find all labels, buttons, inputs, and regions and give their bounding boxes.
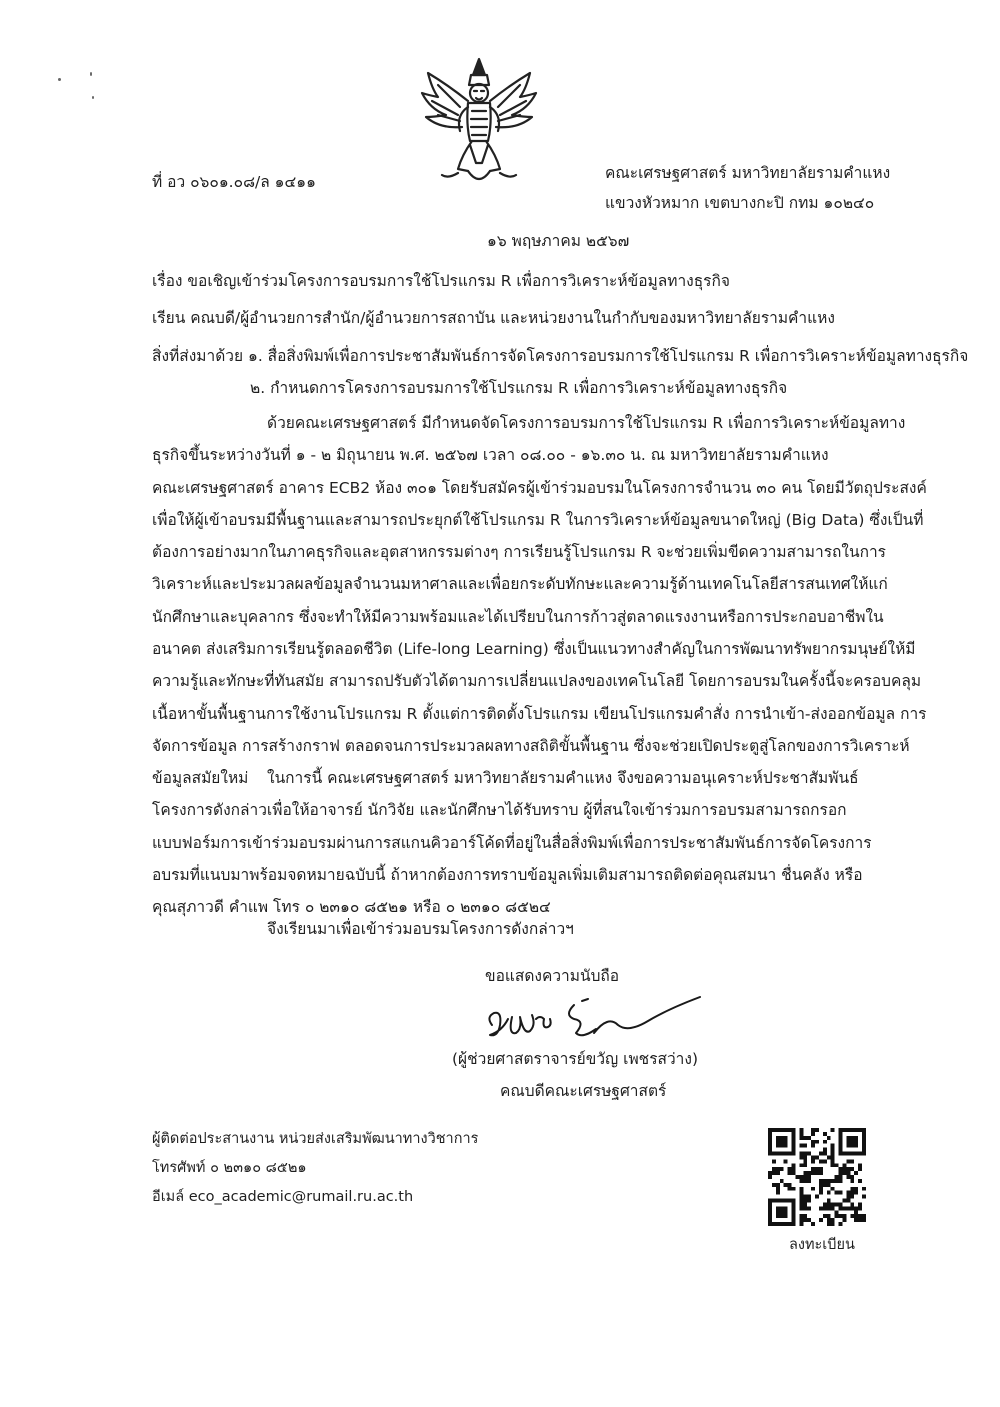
garuda-emblem-icon <box>418 55 540 187</box>
paragraph-line: ในการนี้ คณะเศรษฐศาสตร์ มหาวิทยาลัยรามคำแหง จึงขอความอนุเคราะห์ประชาสัมพันธ์ <box>267 769 859 787</box>
contact-block <box>152 1125 478 1212</box>
paragraph-line: แบบฟอร์มการเข้าร่วมอบรมผ่านการสแกนคิวอาร์โค้ดที่อยู่ในสื่อสิ่งพิมพ์เพื่อการประชาสัมพันธ์การจัดโครงการ <box>152 833 872 852</box>
signer-title: คณบดีคณะเศรษฐศาสตร์ <box>500 1082 667 1100</box>
body-paragraph-1 <box>152 407 927 795</box>
letter-date: ๑๖ พฤษภาคม ๒๕๖๗ <box>487 232 630 250</box>
reference-number: ที่ อว ๐๖๐๑.๐๘/ล ๑๔๑๑ <box>152 173 316 191</box>
contact-email: อีเมล์ eco_academic@rumail.ru.ac.th <box>152 1189 414 1205</box>
paragraph-line: อนาคต ส่งเสริมการเรียนรู้ตลอดชีวิต (Life-long Learning) ซึ่งเป็นแนวทางสำคัญในการพัฒนาทรัพยากรมนุษย์ให้มี <box>152 640 916 659</box>
closing-regards: ขอแสดงความนับถือ <box>485 967 620 985</box>
scan-speck <box>90 72 92 76</box>
paragraph-line: ด้วยคณะเศรษฐศาสตร์ มีกำหนดจัดโครงการอบรมการใช้โปรแกรม R เพื่อการวิเคราะห์ข้อมูลทาง <box>267 414 906 432</box>
paragraph-line: ความรู้และทักษะที่ทันสมัย สามารถปรับตัวได้ตามการเปลี่ยนแปลงของเทคโนโลยี โดยการอบรมในครั้งนี้จะครอบคลุม <box>152 672 922 691</box>
paragraph-line: เนื้อหาขั้นพื้นฐานการใช้งานโปรแกรม R ตั้งแต่การติดตั้งโปรแกรม เขียนโปรแกรมคำสั่ง การนำเข้า-ส่งออกข้อมูล การ <box>152 704 927 723</box>
paragraph-line: โครงการดังกล่าวเพื่อให้อาจารย์ นักวิจัย และนักศึกษาได้รับทราบ ผู้ที่สนใจเข้าร่วมการอบรมสามารถกรอก <box>152 801 847 820</box>
signer-name: (ผู้ช่วยศาสตราจารย์ขวัญ เพชรสว่าง) <box>452 1050 699 1068</box>
contact-line: ผู้ติดต่อประสานงาน หน่วยส่งเสริมพัฒนาทางวิชาการ <box>152 1131 479 1147</box>
sender-address <box>605 158 890 218</box>
qr-code-icon <box>768 1128 866 1226</box>
enclosure-2: ๒. กำหนดการโครงการอบรมการใช้โปรแกรม R เพื่อการวิเคราะห์ข้อมูลทางธุรกิจ <box>250 379 788 397</box>
enclosure-1: สิ่งที่ส่งมาด้วย ๑. สื่อสิ่งพิมพ์เพื่อการประชาสัมพันธ์การจัดโครงการอบรมการใช้โปรแกรม R เพื่อการวิเคราะห์ข้อมูลทางธุรกิจ <box>152 347 969 365</box>
paragraph-line: คุณสุภาวดี คำแพ โทร ๐ ๒๓๑๐ ๘๕๒๑ หรือ ๐ ๒๓๑๐ ๘๕๒๔ <box>152 898 551 917</box>
scan-speck <box>58 78 61 81</box>
paragraph-line: นักศึกษาและบุคลากร ซึ่งจะทำให้มีความพร้อมและได้เปรียบในการก้าวสู่ตลาดแรงงานหรือการประกอบอาชีพใน <box>152 607 884 626</box>
paragraph-line: คณะเศรษฐศาสตร์ อาคาร ECB2 ห้อง ๓๐๑ โดยรับสมัครผู้เข้าร่วมอบรมในโครงการจำนวน ๓๐ คน โดยมีวัตถุประสงค์ <box>152 478 927 497</box>
paragraph-line: วิเคราะห์และประมวลผลข้อมูลจำนวนมหาศาลและเพื่อยกระดับทักษะและความรู้ด้านเทคโนโลยีสารสนเทศให้แก่ <box>152 575 888 594</box>
address-line: แขวงหัวหมาก เขตบางกะปิ กทม ๑๐๒๔๐ <box>605 194 875 212</box>
paragraph-line: เพื่อให้ผู้เข้าอบรมมีพื้นฐานและสามารถประยุกต์ใช้โปรแกรม R ในการวิเคราะห์ข้อมูลขนาดใหญ่ (Big Data) ซึ่งเป็นที่ <box>152 510 924 529</box>
paragraph-line: จัดการข้อมูล การสร้างกราฟ ตลอดจนการประมวลผลทางสถิติขั้นพื้นฐาน ซึ่งจะช่วยเปิดประตูสู่โลกของการวิเคราะห์ <box>152 736 910 755</box>
paragraph-line: ธุรกิจขึ้นระหว่างวันที่ ๑ - ๒ มิถุนายน พ.ศ. ๒๕๖๗ เวลา ๐๘.๐๐ - ๑๖.๓๐ น. ณ มหาวิทยาลัยรามคำแหง <box>152 446 829 465</box>
paragraph-line: อบรมที่แนบมาพร้อมจดหมายฉบับนี้ ถ้าหากต้องการทราบข้อมูลเพิ่มเติมสามารถติดต่อคุณสมนา ชื่นคลัง หรือ <box>152 865 863 884</box>
contact-line: โทรศัพท์ ๐ ๒๓๑๐ ๘๕๒๑ <box>152 1160 307 1176</box>
letter-recipient: เรียน คณบดี/ผู้อำนวยการสำนัก/ผู้อำนวยการสถาบัน และหน่วยงานในกำกับของมหาวิทยาลัยรามคำแหง <box>152 309 835 327</box>
paragraph-line: ข้อมูลสมัยใหม่ <box>152 769 249 788</box>
body-paragraph-2 <box>152 762 872 923</box>
paragraph-line: ต้องการอย่างมากในภาคธุรกิจและอุตสาหกรรมต่างๆ การเรียนรู้โปรแกรม R จะช่วยเพิ่มขีดความสามารถในการ <box>152 543 886 562</box>
letter-subject: เรื่อง ขอเชิญเข้าร่วมโครงการอบรมการใช้โปรแกรม R เพื่อการวิเคราะห์ข้อมูลทางธุรกิจ <box>152 272 730 290</box>
qr-code-label: ลงทะเบียน <box>789 1237 855 1253</box>
closing-request: จึงเรียนมาเพื่อเข้าร่วมอบรมโครงการดังกล่าวฯ <box>267 920 574 938</box>
scan-speck <box>92 96 94 99</box>
address-line: คณะเศรษฐศาสตร์ มหาวิทยาลัยรามคำแหง <box>605 164 891 182</box>
